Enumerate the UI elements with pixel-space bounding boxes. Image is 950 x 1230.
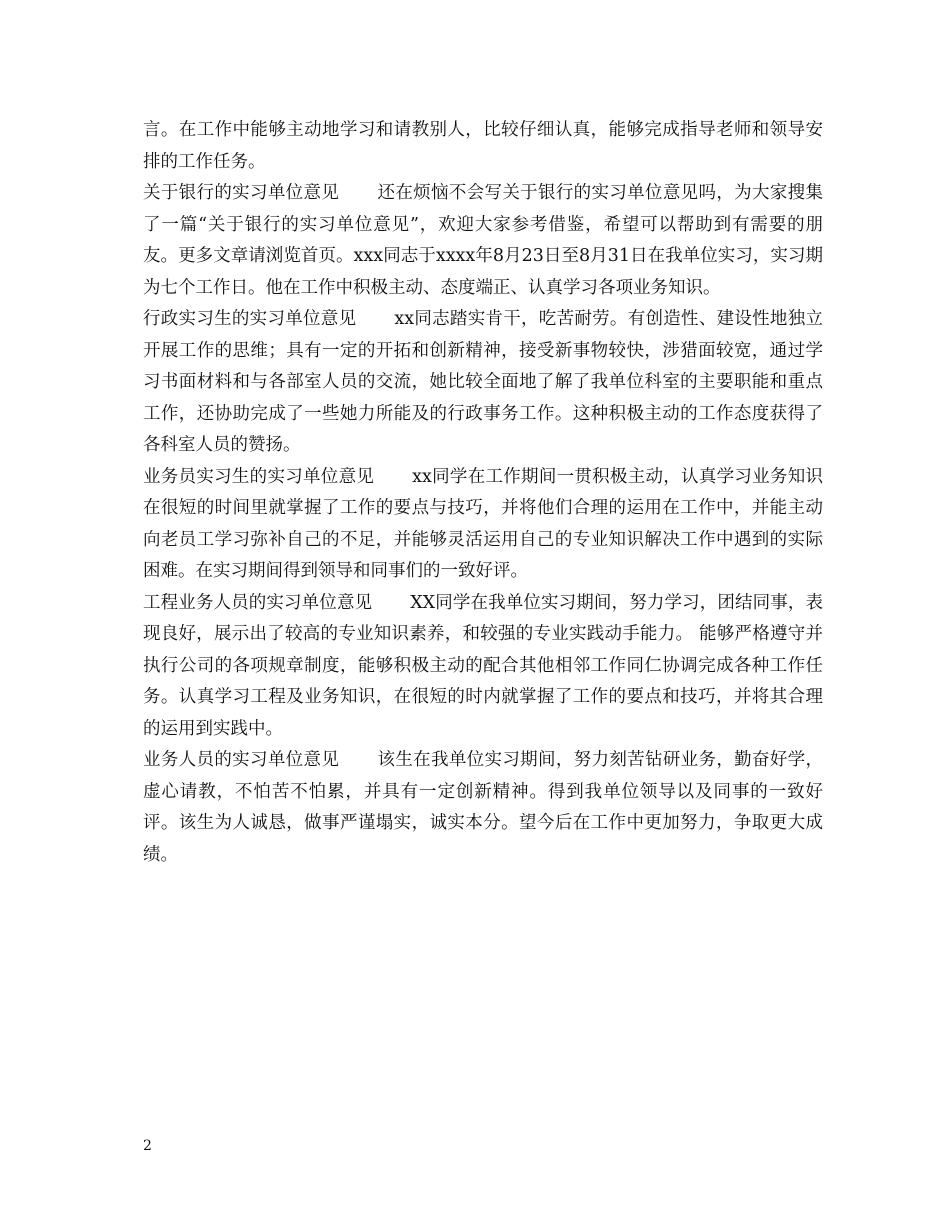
paragraph-admin-intern (143, 304, 823, 462)
paragraph-engineering-staff (143, 588, 823, 746)
paragraph-text: 言。在工作中能够主动地学习和请教别人，比较仔细认真，能够完成指导老师和领导安排的工作任务。 (143, 120, 823, 172)
paragraph-business-staff (143, 745, 823, 871)
document-body (143, 115, 823, 871)
paragraph-text: xx同志踏实肯干，吃苦耐劳。有创造性、建设性地独立开展工作的思维；具有一定的开拓和创新精神，接受新事物较快，涉猎面较宽，通过学习书面材料和与各部室人员的交流，她比较全面地了解了我单位科室的主要职能和重点工作，还协助完成了一些她力所能及的行政事务工作。这种积极主动的工作态度获得了各科室人员的赞扬。 (143, 309, 823, 455)
paragraph-heading: 工程业务人员的实习单位意见 (143, 592, 373, 613)
paragraph-heading: 业务员实习生的实习单位意见 (143, 466, 375, 487)
paragraph-text: xx同学在工作期间一贯积极主动，认真学习业务知识在很短的时间里就掌握了工作的要点与技巧，并将他们合理的运用在工作中，并能主动向老员工学习弥补自己的不足，并能够灵活运用自己的专业知识解决工作中遇到的实际困难。在实习期间得到领导和同事们的一致好评。 (143, 466, 823, 581)
page-number: 2 (143, 1138, 152, 1154)
paragraph-heading: 行政实习生的实习单位意见 (143, 309, 357, 329)
paragraph-continuation (143, 115, 823, 178)
paragraph-heading: 关于银行的实习单位意见 (143, 183, 340, 203)
paragraph-text: 还在烦恼不会写关于银行的实习单位意见吗，为大家搜集了一篇“关于银行的实习单位意见”，欢迎大家参考借鉴，希望可以帮助到有需要的朋友。更多文章请浏览首页。xxx同志于xxxx年8月23日至8月31日在我单位实习，实习期为七个工作日。他在工作中积极主动、态度端正、认真学习各项业务知识。 (143, 183, 824, 298)
paragraph-bank-internship (143, 178, 823, 304)
paragraph-heading: 业务人员的实习单位意见 (143, 750, 340, 770)
paragraph-text: XX同学在我单位实习期间，努力学习，团结同事，表现良好，展示出了较高的专业知识素养，和较强的专业实践动手能力。 能够严格遵守并执行公司的各项规章制度，能够积极主动的配合其他相邻工作同仁协调完成各种工作任务。认真学习工程及业务知识，在很短的时内就掌握了工作的要点和技巧，并将其合理的运用到实践中。 (143, 592, 823, 739)
paragraph-sales-intern (143, 462, 823, 588)
paragraph-text: 该生在我单位实习期间，努力刻苦钻研业务，勤奋好学，虚心请教，不怕苦不怕累，并具有一定创新精神。得到我单位领导以及同事的一致好评。该生为人诚恳，做事严谨塌实，诚实本分。望今后在工作中更加努力，争取更大成绩。 (143, 750, 824, 865)
